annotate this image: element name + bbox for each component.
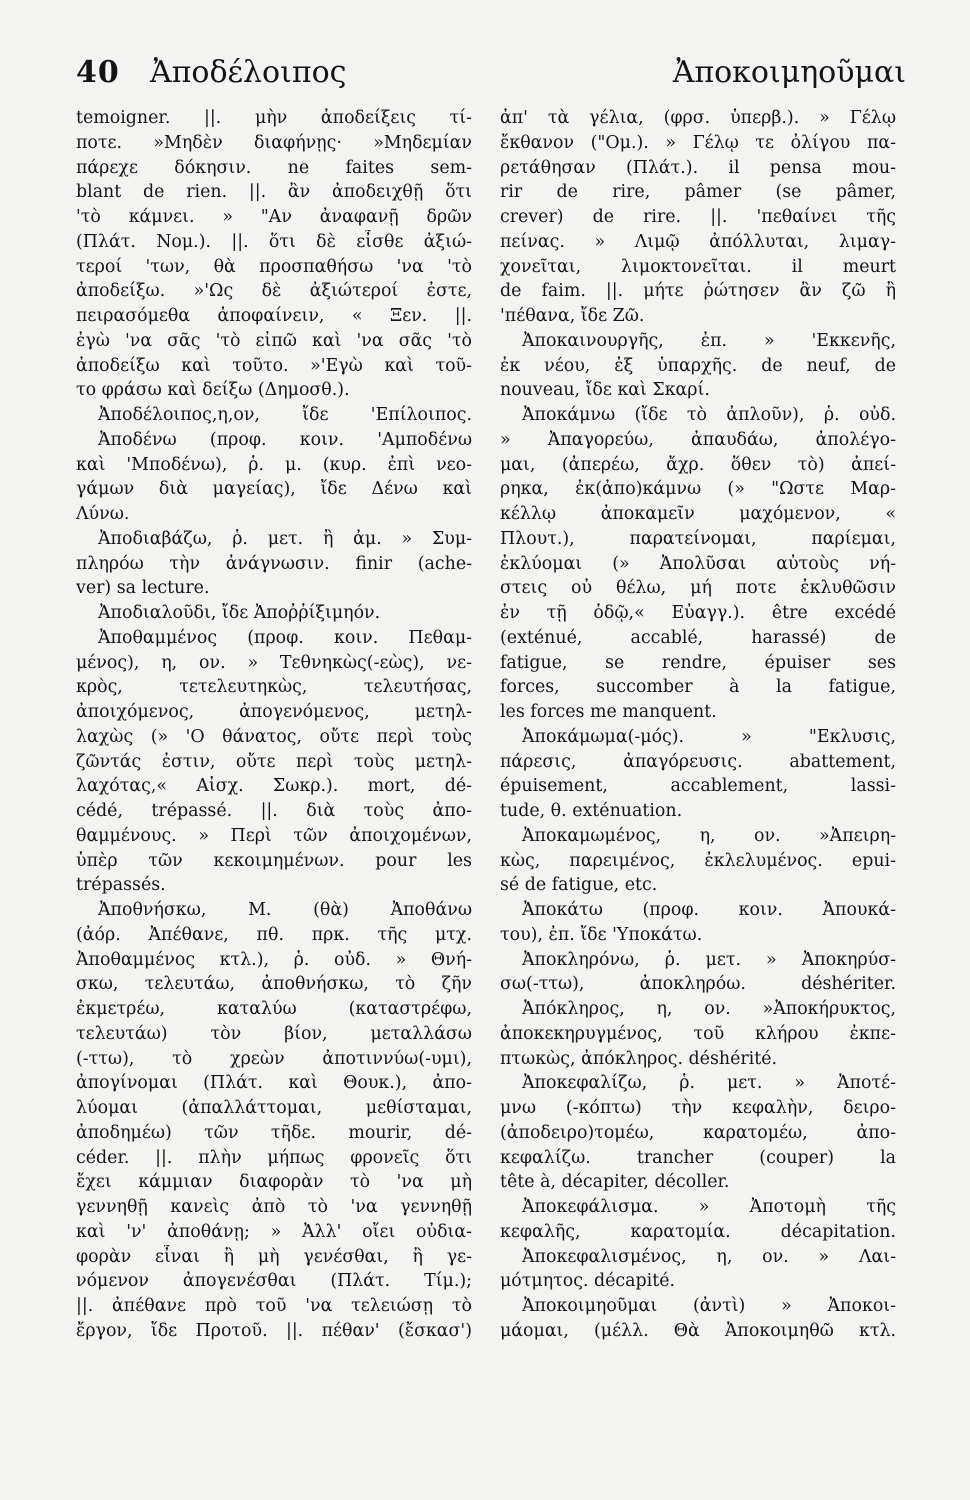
text-line: les forces me manquent.: [500, 702, 717, 722]
text-line: Ἀποδένω (προφ. κοιν. 'Αμποδένω: [98, 429, 472, 450]
text-line: de faim. ||. μήτε ῥώτησεν ἂν ζῶ ἢ: [500, 281, 896, 302]
text-line: blant de rien. ||. ἂν ἀποδειχθῇ ὅτι: [76, 182, 472, 203]
text-line: Ἀποδιαβάζω, ῥ. μετ. ἢ ἀμ. » Συμ-: [98, 528, 472, 549]
text-line: crever) de rire. ||. 'πεθαίνει τῆς: [500, 207, 896, 227]
left-headword: Ἀποδέλοιπος: [150, 55, 347, 90]
text-line: Ἀποκεφάλισμα. » Ἀποτομὴ τῆς: [522, 1197, 896, 1217]
text-line: ἀποδείξω καὶ τοῦτο. »'Εγὼ καὶ τοῦ-: [76, 355, 472, 376]
left-column: [76, 106, 472, 1344]
text-line: ρετάθησαν (Πλάτ.). il pensa mou-: [500, 157, 896, 178]
text-line: κέλλῳ ἀποκαμεῖν μαχόμενον, «: [500, 504, 896, 524]
text-line: ἀποδημέω) τῶν τῆδε. mourir, dé-: [76, 1122, 472, 1143]
text-line: του), ἐπ. ἴδε 'Υποκάτω.: [500, 924, 703, 945]
text-line: το φράσω καὶ δείξω (Δημοσθ.).: [76, 380, 350, 401]
text-line: καὶ 'ν' ἀποθάνῃ; » Ἀλλ' οἴει οὐδια-: [76, 1221, 472, 1242]
text-line: Ἀποθαμμένος (προφ. κοιν. Πεθαμ-: [98, 627, 472, 648]
text-line: γάμων διὰ μαγείας), ἴδε Δένω καὶ: [76, 479, 472, 500]
text-line: sé de fatigue, etc.: [500, 875, 658, 896]
text-line: μαι, (ἀπερέω, ἄχρ. ὅθεν τὸ) ἀπεί-: [500, 454, 896, 475]
text-line: κὼς, παρειμένος, ἐκλελυμένος. epui-: [500, 850, 896, 871]
text-line: Ἀποκάτω (προφ. κοιν. Ἀπουκά-: [522, 900, 896, 920]
text-line: πτωκὼς, ἀπόκληρος. déshérité.: [500, 1048, 778, 1069]
text-line: Ἀποδιαλοῦδι, ἴδε Ἀποῤῥίξιμηόν.: [98, 603, 381, 623]
text-line: Ἀποθνήσκω, Μ. (θὰ) Ἀποθάνω: [98, 900, 472, 920]
right-headword: Ἀποκοιμηοῦμαι: [672, 55, 906, 90]
text-line: Ἀποκληρόνω, ῥ. μετ. » Ἀποκηρύσ-: [522, 949, 896, 970]
text-line: καὶ 'Μποδένω), ῥ. μ. (κυρ. ἐπὶ νεο-: [76, 454, 472, 475]
text-line: cédé, trépassé. ||. διὰ τοὺς ἀπο-: [76, 801, 472, 821]
text-line: Ἀποκάμωμα(-μός). » "Εκλυσις,: [522, 726, 896, 747]
text-line: ἀπογίνομαι (Πλάτ. καὶ Θουκ.), ἀπο-: [76, 1073, 472, 1094]
text-line: ἀποιχόμενος, ἀπογενόμενος, μετηλ-: [76, 702, 472, 722]
text-line: 'τὸ κάμνει. » "Αν ἀναφανῇ δρῶν: [76, 207, 472, 227]
text-line: πάρεχε δόκησιν. ne faites sem-: [76, 157, 472, 178]
text-line: μάομαι, (μέλλ. Θὰ Ἀποκοιμηθῶ κτλ.: [500, 1320, 896, 1341]
text-line: ὑπὲρ τῶν κεκοιμημένων. pour les: [76, 850, 472, 871]
text-line: ποτε. »Μηδὲν διαφήνῃς· »Μηδεμίαν: [76, 132, 472, 153]
text-line: nouveau, ἴδε καὶ Σκαρί.: [500, 380, 710, 401]
text-line: ἀπ' τὰ γέλια, (φρσ. ὑπερβ.). » Γέλῳ: [500, 108, 896, 128]
text-line: (-ττω), τὸ χρεὼν ἀποτιννύω(-υμι),: [76, 1048, 472, 1069]
text-line: rir de rire, pâmer (se pâmer,: [500, 182, 896, 203]
text-line: ἐκλύομαι (» Ἀπολῦσαι αὐτοὺς νή-: [500, 553, 896, 574]
text-line: φορὰν εἶναι ἢ μὴ γενέσθαι, ἢ γε-: [76, 1246, 472, 1267]
text-line: ἐγὼ 'να σᾶς 'τὸ εἰπῶ καὶ 'να σᾶς 'τὸ: [76, 330, 472, 351]
text-line: Ἀποκεφαλισμένος, η, ον. » Λαι-: [522, 1246, 896, 1267]
text-line: forces, succomber à la fatigue,: [500, 677, 896, 698]
text-line: μένος), η, ον. » Τεθνηκὼς(-εὼς), νε-: [76, 652, 472, 673]
text-line: ἐν τῇ ὁδῷ,« Εὐαγγ.). être excédé: [500, 603, 896, 623]
text-line: μνω (-κόπτω) τὴν κεφαλὴν, δειρο-: [500, 1098, 896, 1118]
page-number: 40: [76, 55, 120, 90]
text-line: θαμμένους. » Περὶ τῶν ἀποιχομένων,: [76, 825, 472, 846]
text-line: céder. ||. πλὴν μήπως φρονεῖς ὅτι: [76, 1147, 472, 1168]
text-line: Ἀποκοιμηοῦμαι (ἀντὶ) » Ἀποκοι-: [522, 1296, 896, 1316]
text-columns: [76, 106, 918, 1396]
text-line: ver) sa lecture.: [76, 578, 210, 599]
text-line: ἔκθανον ("Ομ.). » Γέλῳ τε ὀλίγου πα-: [500, 132, 896, 153]
text-line: ζῶντάς ἐστιν, οὔτε περὶ τοὺς μετηλ-: [76, 751, 472, 772]
text-line: ἐκμετρέω, καταλύω (καταστρέφω,: [76, 999, 472, 1019]
text-line: 'πέθανα, ἴδε Ζῶ.: [500, 306, 645, 326]
text-line: χονεῖται, λιμοκτονεῖται. il meurt: [500, 256, 896, 277]
text-line: σω(-ττω), ἀποκληρόω. déshériter.: [500, 974, 896, 995]
text-line: ||. ἀπέθανε πρὸ τοῦ 'να τελειώσῃ τὸ: [76, 1296, 472, 1316]
text-line: Ἀποθαμμένος κτλ.), ῥ. οὐδ. » Θνή-: [76, 949, 472, 970]
text-line: ἐκ νέου, ἐξ ὑπαρχῆς. de neuf, de: [500, 355, 896, 376]
text-line: épuisement, accablement, lassi-: [500, 776, 896, 797]
text-line: Λύνω.: [76, 504, 130, 524]
text-line: τελευτάω) τὸν βίον, μεταλλάσω: [76, 1023, 472, 1044]
text-line: Ἀποδέλοιπος,η,ον, ἴδε 'Επίλοιπος.: [98, 405, 472, 425]
text-line: fatigue, se rendre, épuiser ses: [500, 652, 896, 673]
text-line: πειρασόμεθα ἀποφαίνειν, « Ξεν. ||.: [76, 306, 472, 326]
text-line: trépassés.: [76, 875, 166, 896]
running-head: [76, 46, 914, 100]
text-line: λαχότας,« Αἰσχ. Σωκρ.). mort, dé-: [76, 776, 472, 797]
text-line: Ἀπόκληρος, η, ον. »Ἀποκήρυκτος,: [522, 999, 896, 1019]
text-line: κεφαλίζω. trancher (couper) la: [500, 1147, 896, 1168]
text-line: Ἀποκαινουργῆς, ἐπ. » 'Εκκενῆς,: [522, 330, 896, 351]
text-line: ρηκα, ἐκ(ἀπο)κάμνω (» "Ωστε Μαρ-: [500, 479, 896, 500]
text-line: κρὸς, τετελευτηκὼς, τελευτήσας,: [76, 677, 472, 698]
text-line: tête à, décapiter, décoller.: [500, 1172, 730, 1193]
text-line: (ἀόρ. Ἀπέθανε, πθ. πρκ. τῆς μτχ.: [76, 924, 472, 945]
text-line: πάρεσις, ἀπαγόρευσις. abattement,: [500, 751, 896, 772]
text-line: ἔχει κάμμιαν διαφορὰν τὸ 'να μὴ: [76, 1172, 472, 1193]
right-column: [500, 106, 896, 1344]
text-line: Ἀποκεφαλίζω, ῥ. μετ. » Ἀποτέ-: [522, 1073, 896, 1094]
text-line: πείνας. » Λιμῷ ἀπόλλυται, λιμαγ-: [500, 231, 896, 252]
text-line: τεροί 'των, θὰ προσπαθήσω 'να 'τὸ: [76, 256, 472, 277]
text-line: tude, θ. exténuation.: [500, 801, 683, 821]
text-line: » Ἀπαγορεύω, ἀπαυδάω, ἀπολέγο-: [500, 429, 896, 450]
text-line: ἔργον, ἴδε Προτοῦ. ||. πέθαν' (ἔσκασ'): [76, 1320, 472, 1341]
text-line: Ἀποκαμωμένος, η, ον. »Ἀπειρη-: [522, 825, 896, 846]
text-line: στεις οὐ θέλω, μή ποτε ἐκλυθῶσιν: [500, 578, 896, 599]
text-line: Ἀποκάμνω (ἴδε τὸ ἀπλοῦν), ῥ. οὐδ.: [522, 405, 896, 425]
text-line: γεννηθῇ κανεὶς ἀπὸ τὸ 'να γεννηθῇ: [76, 1197, 472, 1217]
text-line: πληρόω τὴν ἀνάγνωσιν. finir (ache-: [76, 553, 472, 574]
text-line: (ἀποδειρο)τομέω, καρατομέω, ἀπο-: [500, 1122, 896, 1143]
text-line: ἀποκεκηρυγμένος, τοῦ κλήρου ἐκπε-: [500, 1023, 896, 1044]
text-line: Πλουτ.), παρατείνομαι, παρίεμαι,: [500, 528, 896, 549]
text-line: κεφαλῆς, καρατομία. décapitation.: [500, 1221, 896, 1242]
text-line: (Πλάτ. Νομ.). ||. ὅτι δὲ εἶσθε ἀξιώ-: [76, 231, 472, 252]
text-line: μότμητος. décapité.: [500, 1271, 676, 1292]
text-line: νόμενον ἀπογενέσθαι (Πλάτ. Τίμ.);: [76, 1271, 472, 1292]
text-line: λύομαι (ἀπαλλάττομαι, μεθίσταμαι,: [76, 1098, 472, 1118]
text-line: λαχὼς (» 'Ο θάνατος, οὔτε περὶ τοὺς: [76, 726, 472, 747]
text-line: σκω, τελευτάω, ἀποθνήσκω, τὸ ζῆν: [76, 974, 472, 995]
text-line: (exténué, accablé, harassé) de: [500, 627, 896, 648]
text-line: temoigner. ||. μὴν ἀποδείξεις τί-: [76, 108, 472, 128]
text-line: ἀποδείξω. »'Ως δὲ ἀξιώτεροί ἐστε,: [76, 281, 472, 302]
